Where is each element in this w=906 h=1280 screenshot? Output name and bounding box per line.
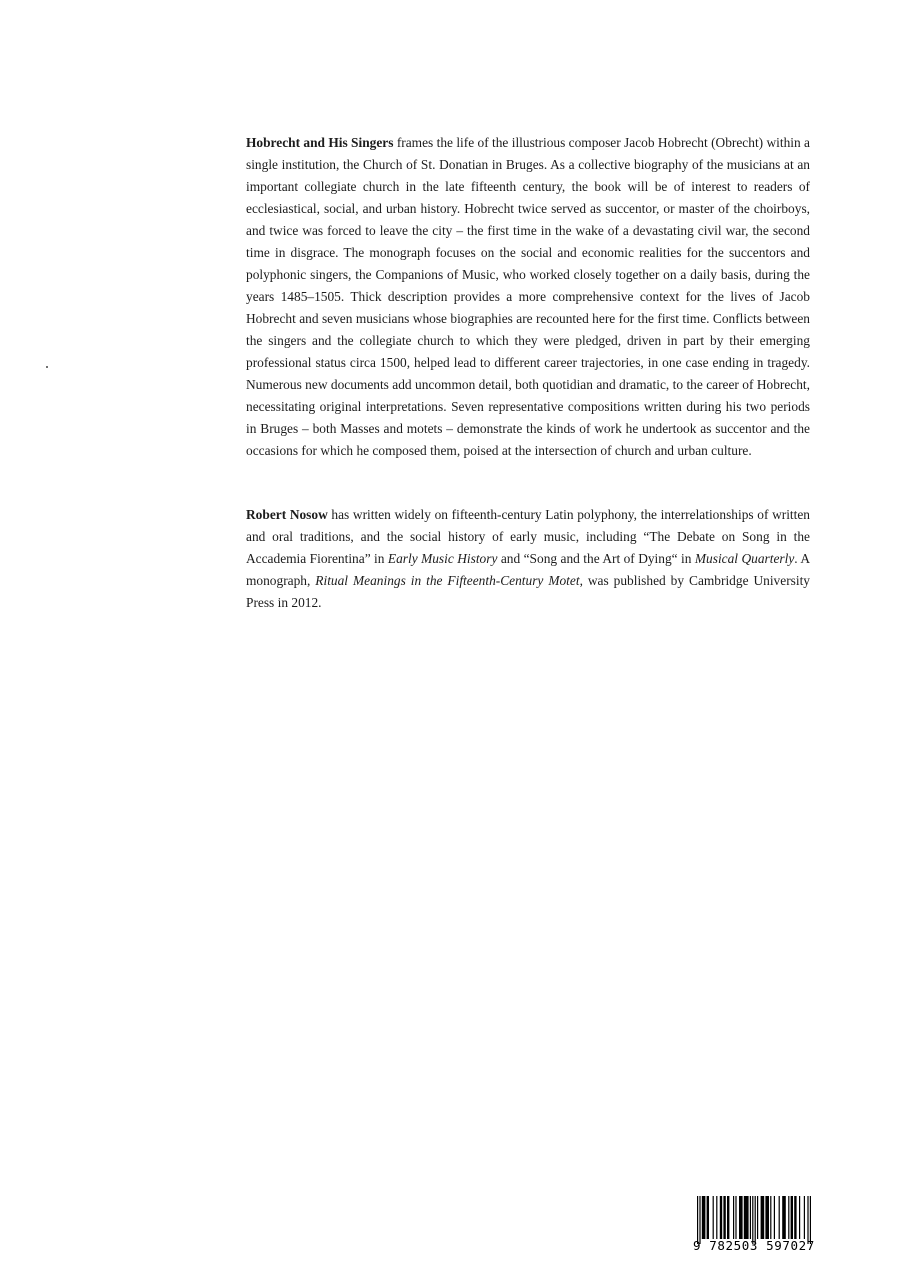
barcode-bar	[810, 1196, 811, 1244]
isbn-barcode	[689, 1196, 819, 1260]
barcode-bar	[697, 1196, 698, 1244]
barcode-bar	[804, 1196, 805, 1239]
barcode-bar	[735, 1196, 736, 1239]
book-title-lead: Hobrecht and His Singers	[246, 135, 394, 151]
barcode-bar	[752, 1196, 753, 1244]
barcode-bar	[757, 1196, 758, 1239]
author-name: Robert Nosow	[246, 507, 328, 523]
barcode-bar	[739, 1196, 743, 1239]
barcode-bar	[765, 1196, 769, 1239]
barcode-bar	[750, 1196, 751, 1239]
barcode-bar	[770, 1196, 771, 1239]
bio-text-4: , was published by Cambridge University Press in 2012.	[246, 573, 810, 611]
barcode-bar	[702, 1196, 706, 1239]
barcode-bar	[774, 1196, 775, 1239]
barcode-bar	[794, 1196, 796, 1239]
print-speck	[46, 366, 48, 368]
barcode-bar	[720, 1196, 722, 1239]
barcode-bar	[761, 1196, 765, 1239]
barcode-bar	[707, 1196, 709, 1239]
barcode-bar	[699, 1196, 700, 1244]
journal-title-early-music-history: Early Music History	[387, 551, 498, 567]
barcode-bar	[788, 1196, 789, 1239]
barcode-bar	[733, 1196, 734, 1239]
bio-text-2: and “Song and the Art of Dying“ in	[497, 551, 695, 567]
barcode-bar	[727, 1196, 729, 1239]
barcode-bar	[807, 1196, 808, 1244]
barcode-bar	[755, 1196, 756, 1244]
barcode-bar	[744, 1196, 749, 1239]
author-biography	[246, 504, 810, 614]
barcode-bar	[716, 1196, 717, 1239]
book-description-body: frames the life of the illustrious composer Jacob Hobrecht (Obrecht) within a single institution, the Church of St. Donatian in Bruges. As a collective biography of the musicians at an important collegiate church in the late fifteenth century, the book will be of interest to readers of ecclesiastical, social, and urban history. Hobrecht twice served as succentor, or master of the choirboys, and twice was forced to leave the city – the first time in the wake of a devastating civil war, the second time in disgrace. The monograph focuses on the social and economic realities for the succentors and polyphonic singers, the Companions of Music, who worked closely together on a daily basis, during the years 1485–1505. Thick description provides a more comprehensive context for the lives of Jacob Hobrecht and seven musicians whose biographies are recounted here for the first time. Conflicts between the singers and the collegiate church to which they were pledged, driven in part by their emerging professional status circa 1500, helped lead to different career trajectories, in one case ending in tragedy. Numerous new documents add uncommon detail, both quotidian and dramatic, to the career of Hobrecht, necessitating original interpretations. Seven representative compositions written during his two periods in Bruges – both Masses and motets – demonstrate the kinds of work he undertook as succentor and the occasions for which he composed them, poised at the intersection of church and urban culture.	[246, 135, 810, 459]
barcode-bar	[723, 1196, 725, 1239]
barcode-bar	[791, 1196, 793, 1239]
bio-text-3: . A monograph,	[246, 551, 810, 589]
monograph-title: Ritual Meanings in the Fifteenth-Century Motet	[315, 573, 580, 589]
barcode-bar	[782, 1196, 786, 1239]
bio-text-1: has written widely on fifteenth-century Latin polyphony, the interrelationships of written and oral traditions, and the social history of early music, including “The Debate on Song in the Accademia Fiorentina” in	[246, 507, 810, 567]
barcode-bar	[713, 1196, 714, 1239]
journal-title-musical-quarterly: Musical Quarterly	[694, 551, 795, 567]
book-description	[246, 132, 810, 462]
barcode-bar	[799, 1196, 800, 1239]
barcode-bar	[779, 1196, 780, 1239]
barcode-digits: 9 782503 597027	[693, 1238, 815, 1253]
